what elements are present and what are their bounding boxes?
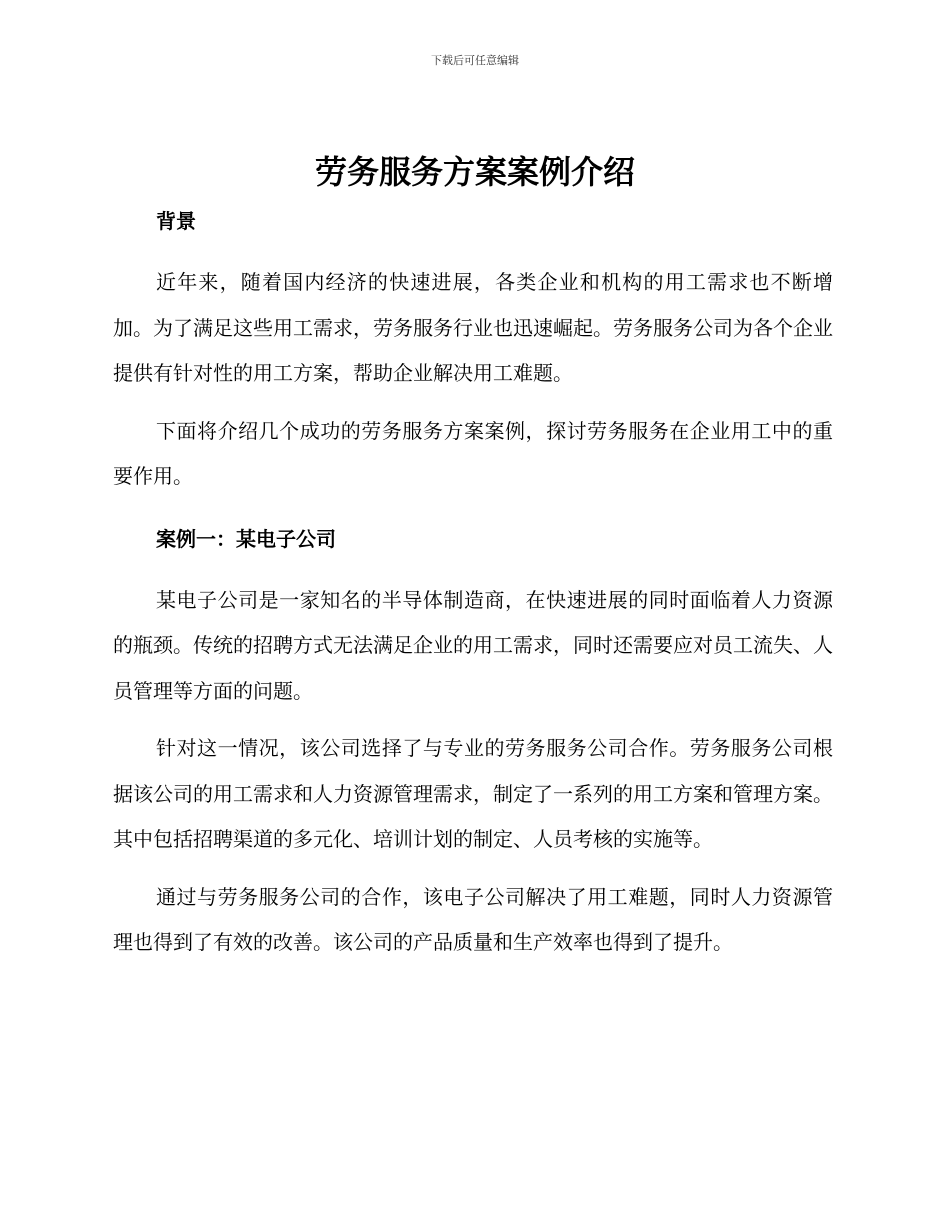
page-header-note: 下载后可任意编辑 [431, 54, 519, 67]
section-heading: 背景 [156, 209, 196, 233]
paragraph: 下面将介绍几个成功的劳务服务方案案例，探讨劳务服务在企业用工中的重要作用。 [113, 418, 833, 488]
section-background [113, 203, 833, 500]
section-case-one [113, 521, 833, 966]
section-heading: 案例一：某电子公司 [156, 526, 336, 551]
document-body [113, 203, 833, 978]
paragraph: 某电子公司是一家知名的半导体制造商，在快速进展的同时面临着人力资源的瓶颈。传统的招聘方式无法满足企业的用工需求，同时还需要应对员工流失、人员管理等方面的问题。 [113, 587, 833, 703]
paragraph: 针对这一情况，该公司选择了与专业的劳务服务公司合作。劳务服务公司根据该公司的用工需求和人力资源管理需求，制定了一系列的用工方案和管理方案。其中包括招聘渠道的多元化、培训计划的制定、人员考核的实施等。 [113, 736, 833, 851]
paragraph: 通过与劳务服务公司的合作，该电子公司解决了用工难题，同时人力资源管理也得到了有效的改善。该公司的产品质量和生产效率也得到了提升。 [113, 884, 833, 954]
document-title: 劳务服务方案案例介绍 [314, 153, 635, 191]
paragraph: 近年来，随着国内经济的快速进展，各类企业和机构的用工需求也不断增加。为了满足这些用工需求，劳务服务行业也迅速崛起。劳务服务公司为各个企业提供有针对性的用工方案，帮助企业解决用工难题。 [113, 270, 833, 385]
